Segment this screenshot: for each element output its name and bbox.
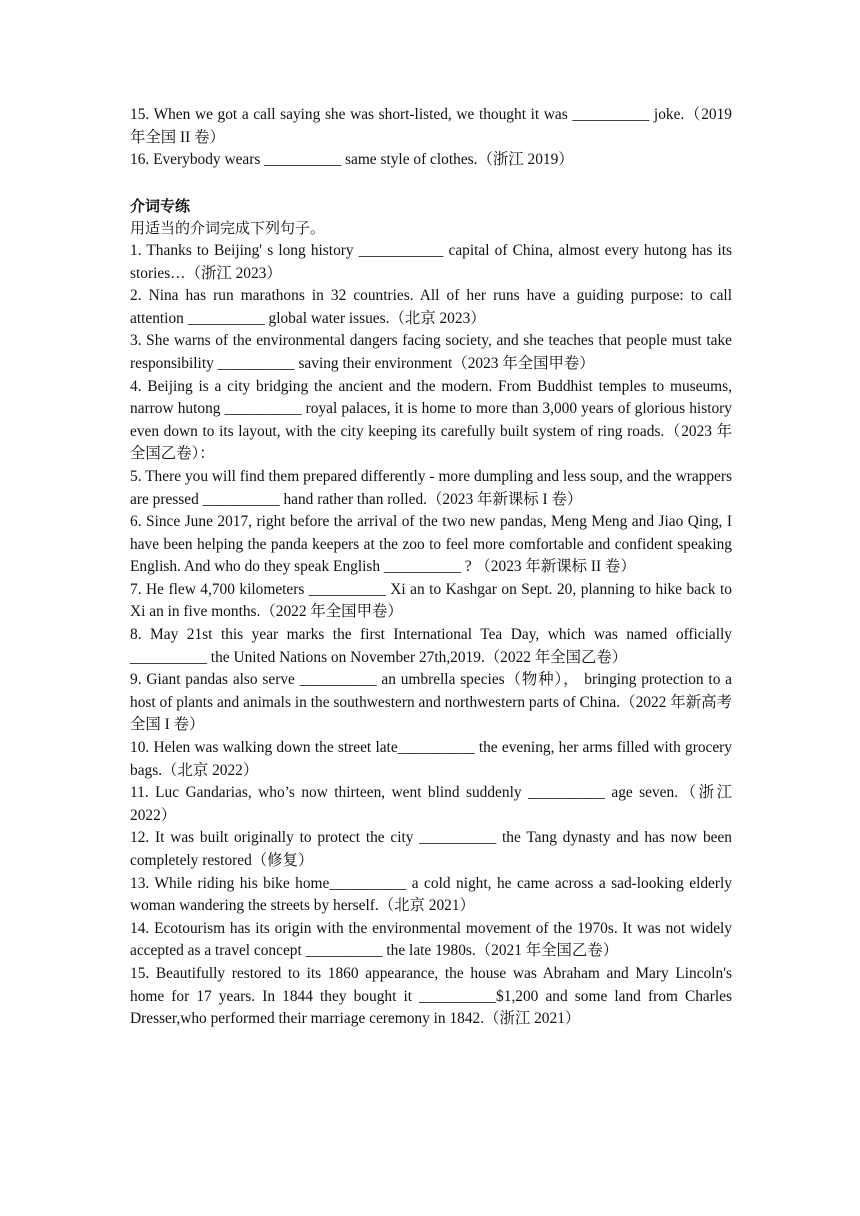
exercise-item: 10. Helen was walking down the street late__________ the evening, her arms filled with grocery bags.（北京 2022）	[130, 739, 732, 779]
section-instruction: 用适当的介词完成下列句子。	[130, 219, 326, 238]
exercise-item: 4. Beijing is a city bridging the ancient and the modern. From Buddhist temples to museums, narrow hutong __________ royal palaces, it is home to more than 3,000 years of glorious history even down to its layout, with the city keeping its carefully built system of ring roads.（2023 年全国乙卷）：	[130, 377, 732, 463]
exercise-item: 9. Giant pandas also serve __________ an umbrella species（物种）， bringing protection to a host of plants and animals in the southwestern and northwestern parts of China.（2022 年新高考全国 I 卷）	[130, 671, 732, 734]
exercise-item: 15. Beautifully restored to its 1860 appearance, the house was Abraham and Mary Lincoln's home for 17 years. In 1844 they bought it __________$1,200 and some land from Charles Dresser,who performed their marriage ceremony in 1842.（浙江 2021）	[130, 964, 732, 1028]
exercise-item: 14. Ecotourism has its origin with the environmental movement of the 1970s. It was not widely accepted as a travel concept __________ the late 1980s.（2021 年全国乙卷）	[130, 919, 732, 960]
exercise-item: 2. Nina has run marathons in 32 countries. All of her runs have a guiding purpose: to call attention __________ global water issues.（北京 2023）	[130, 287, 732, 327]
exercise-item: 16. Everybody wears __________ same style of clothes.（浙江 2019）	[130, 151, 574, 169]
exercise-item: 6. Since June 2017, right before the arrival of the two new pandas, Meng Meng and Jiao Qing, I have been helping the panda keepers at the zoo to feel more comfortable and confident speaking English. And who do they speak English __________ ? （2023 年新课标 II 卷）	[130, 513, 732, 576]
exercise-item: 7. He flew 4,700 kilometers __________ Xi an to Kashgar on Sept. 20, planning to hike back to Xi an in five months.（2022 年全国甲卷）	[130, 580, 732, 621]
section-title: 介词专练	[130, 196, 191, 215]
exercise-item: 1. Thanks to Beijing' s long history ___________ capital of China, almost every hutong has its stories…（浙江 2023）	[130, 241, 732, 282]
exercise-item: 5. There you will find them prepared differently - more dumpling and less soup, and the wrappers are pressed __________ hand rather than rolled.（2023 年新课标 I 卷）	[130, 467, 732, 508]
spacer	[130, 172, 732, 195]
exercise-item: 8. May 21st this year marks the first International Tea Day, which was named officially __________ the United Nations on November 27th,2019.（2022 年全国乙卷）	[130, 626, 732, 666]
exercise-item: 13. While riding his bike home__________ a cold night, he came across a sad-looking elderly woman wandering the streets by herself.（北京 2021）	[130, 874, 732, 915]
exercise-item: 12. It was built originally to protect the city __________ the Tang dynasty and has now been completely restored（修复）	[130, 829, 732, 869]
exercise-item: 11. Luc Gandarias, who’s now thirteen, went blind suddenly __________ age seven.（浙江 2022）	[130, 784, 732, 824]
exercise-item: 15. When we got a call saying she was short-listed, we thought it was __________ joke.（2019 年全国 II 卷）	[130, 106, 732, 146]
exercise-item: 3. She warns of the environmental dangers facing society, and she teaches that people must take responsibility __________ saving their environment（2023 年全国甲卷）	[130, 332, 732, 372]
